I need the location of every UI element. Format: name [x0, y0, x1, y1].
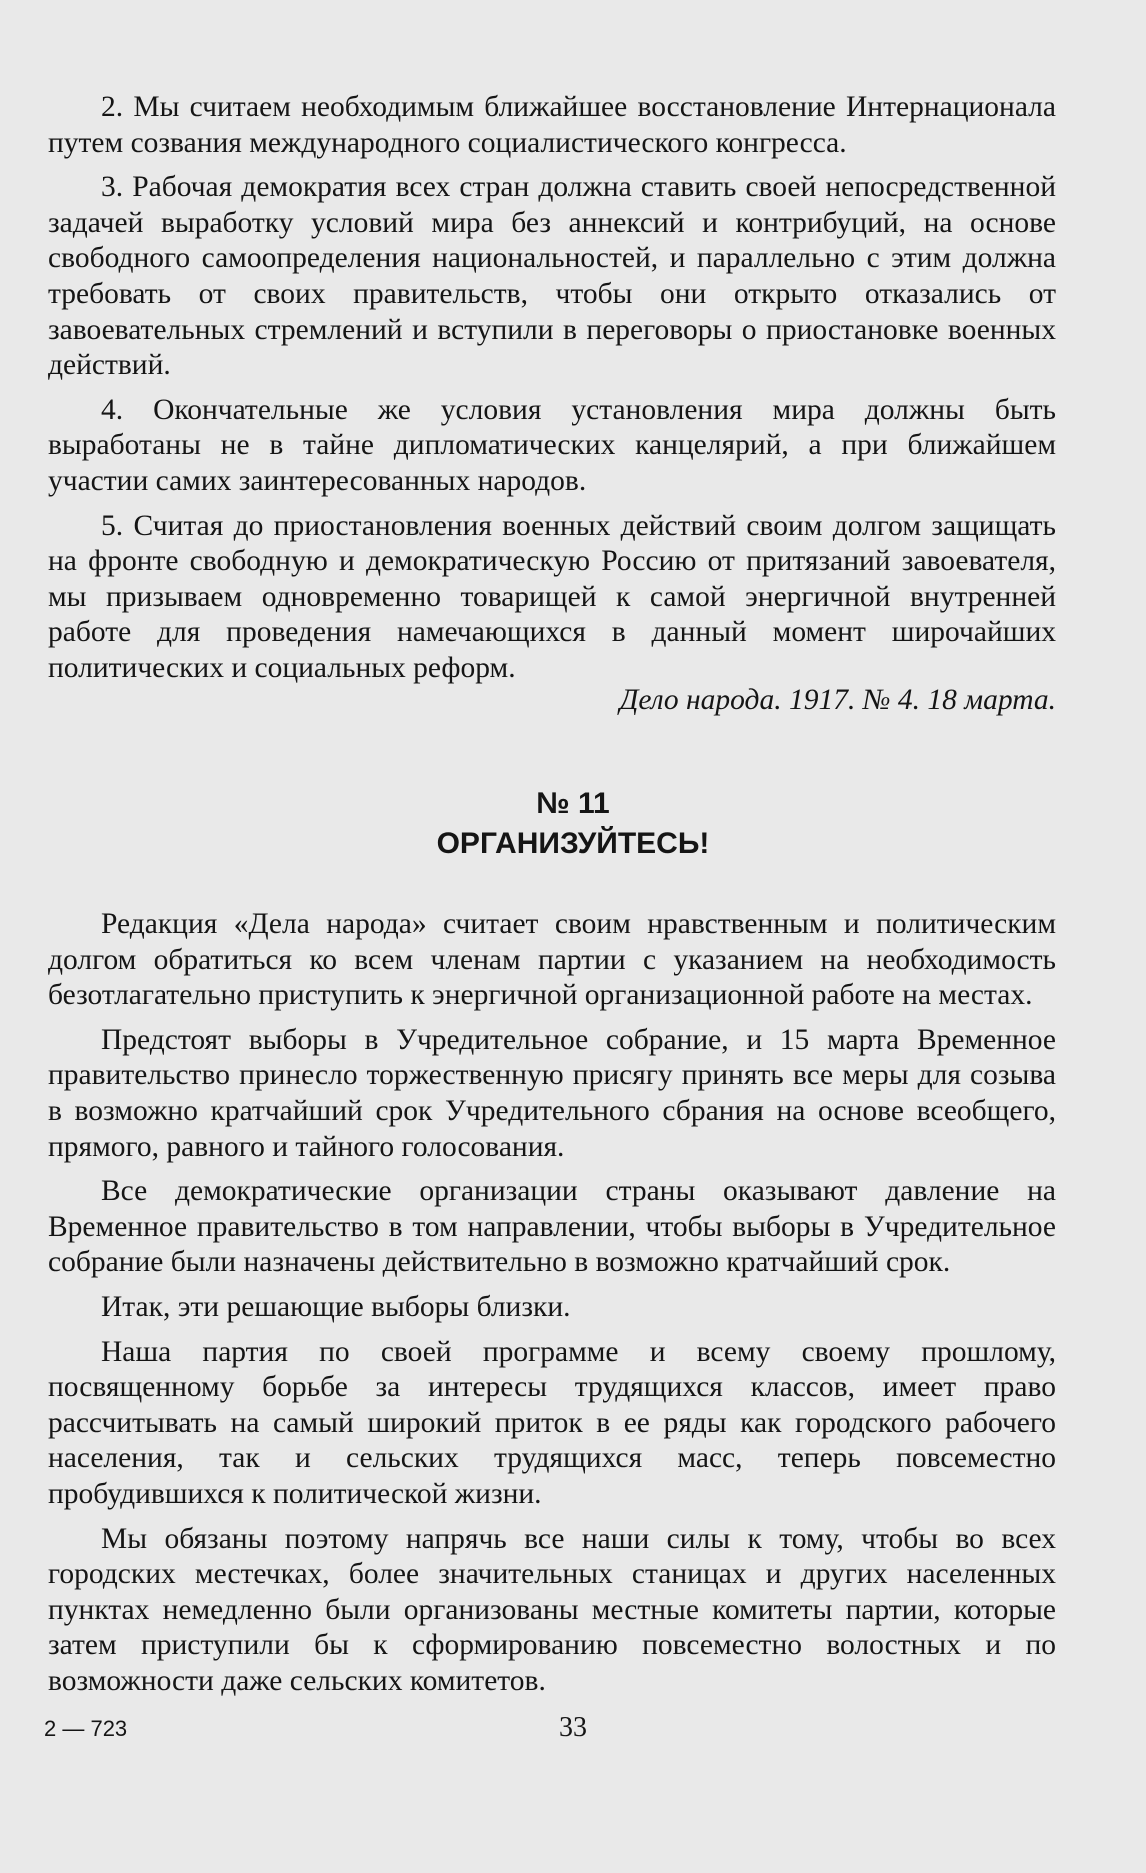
body-text-block — [48, 907, 1056, 1699]
source-citation: Дело народа. 1917. № 4. 18 марта. — [619, 684, 1056, 716]
signature-mark: 2 — 723 — [44, 1716, 128, 1741]
paragraph-point-3: 3. Рабочая демократия всех стран должна ставить своей непосредственной задачей выработку условий мира без аннексий и контрибуций, на основе свободного самоопределения национальностей, и параллельно с этим должна требовать от своих правительств, чтобы они открыто отказались от завоевательных стремлений и вступили в переговоры о приостановке военных действий. — [48, 171, 1056, 382]
page-number: 33 — [559, 1712, 587, 1743]
paragraph-point-4: 4. Окончательные же условия установления мира должны быть выработаны не в тайне дипломатических канцелярий, а при ближайшем участии самих заинтересованных народов. — [48, 393, 1056, 497]
body-paragraph: Предстоят выборы в Учредительное собрание, и 15 марта Временное правительство принесло торжественную присягу принять все меры для созыва в возможно кратчайший срок Учредительного сбрания на основе всеобщего, прямого, равного и тайного голосования. — [48, 1023, 1056, 1163]
document-title: ОРГАНИЗУЙТЕСЬ! — [436, 827, 710, 860]
document-number: № 11 — [536, 787, 610, 820]
paragraph-point-2: 2. Мы считаем необходимым ближайшее восстановление Интернационала путем созвания международного социалистического конгресса. — [48, 91, 1056, 159]
body-paragraph: Наша партия по своей программе и всему своему прошлому, посвященному борьбе за интересы трудящихся классов, имеет право рассчитывать на самый широкий приток в ее ряды как городского рабочего населения, так и сельских трудящихся масс, теперь повсеместно пробудившихся к политической жизни. — [48, 1335, 1056, 1510]
body-paragraph: Все демократические организации страны оказывают давление на Временное правительство в том направлении, чтобы выборы в Учредительное собрание были назначены действительно в возможно кратчайший срок. — [48, 1175, 1056, 1279]
body-paragraph: Редакция «Дела народа» считает своим нравственным и политическим долгом обратиться ко всем членам партии с указанием на необходимость безотлагательно приступить к энергичной организационной работе на местах. — [48, 908, 1056, 1012]
top-text-block — [48, 90, 1056, 687]
paragraph-point-5: 5. Считая до приостановления военных действий своим долгом защищать на фронте свободную и демократическую Россию от притязаний завоевателя, мы призываем одновременно товарищей к самой энергичной внутренней работе для проведения намечающихся в данный момент широчайших политических и социальных реформ. — [48, 509, 1056, 684]
body-paragraph: Мы обязаны поэтому напрячь все наши силы к тому, чтобы во всех городских местечках, более значительных станицах и других населенных пунктах немедленно были организованы местные комитеты партии, которые затем приступили бы к сформированию повсеместно волостных и по возможности даже сельских комитетов. — [48, 1522, 1056, 1697]
body-paragraph: Итак, эти решающие выборы близки. — [101, 1290, 571, 1323]
